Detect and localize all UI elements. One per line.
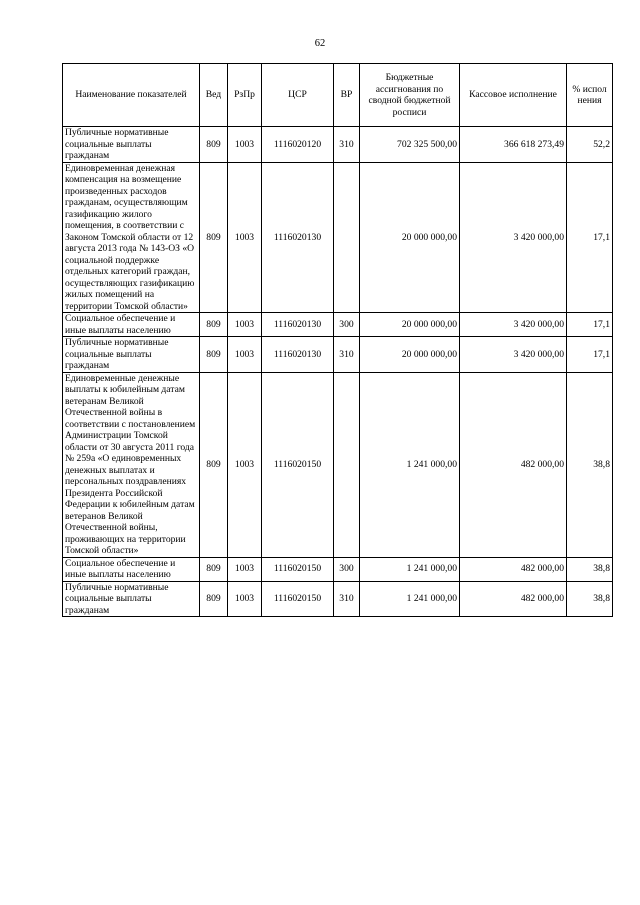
budget-allocation-cell: 20 000 000,00 [360,337,460,373]
header-indicator-name: Наименование показателей [63,64,200,127]
cash-execution-cell: 3 420 000,00 [460,313,567,337]
rzpr-cell: 1003 [228,372,262,557]
ved-cell: 809 [200,372,228,557]
table-body [63,127,613,617]
page-number: 62 [314,38,326,49]
table-row [63,162,613,313]
header-vr: ВР [334,64,360,127]
header-csr: ЦСР [262,64,334,127]
cash-execution-cell: 3 420 000,00 [460,337,567,373]
csr-cell: 1116020150 [262,581,334,617]
ved-cell: 809 [200,337,228,373]
vr-cell: 310 [334,337,360,373]
indicator-name-cell: Единовременные денежные выплаты к юбилейным датам ветеранам Великой Отечественной войны в соответствии с постановлением Администрации Томской области от 30 августа 2011 года № 259а «О единовременных денежных выплатах и персональных поздравлениях Президента Российской Федерации к юбилейным датам ветеранов Великой Отечественной войны, проживающих на территории Томской области» [63,372,200,557]
csr-cell: 1116020150 [262,557,334,581]
rzpr-cell: 1003 [228,581,262,617]
header-rzpr: РзПр [228,64,262,127]
indicator-name-cell: Публичные нормативные социальные выплаты гражданам [63,127,200,163]
ved-cell: 809 [200,313,228,337]
cash-execution-cell: 3 420 000,00 [460,162,567,313]
csr-cell: 1116020150 [262,372,334,557]
budget-allocation-cell: 1 241 000,00 [360,557,460,581]
budget-allocation-cell: 20 000 000,00 [360,313,460,337]
budget-allocation-cell: 702 325 500,00 [360,127,460,163]
vr-cell [334,372,360,557]
rzpr-cell: 1003 [228,557,262,581]
execution-percent-cell: 17,1 [567,313,613,337]
vr-cell [334,162,360,313]
execution-percent-cell: 38,8 [567,581,613,617]
indicator-name-cell: Публичные нормативные социальные выплаты гражданам [63,337,200,373]
vr-cell: 310 [334,127,360,163]
ved-cell: 809 [200,557,228,581]
table-row [63,127,613,163]
table-row [63,557,613,581]
header-ved: Вед [200,64,228,127]
budget-allocation-cell: 1 241 000,00 [360,581,460,617]
header-cash-execution: Кассовое исполнение [460,64,567,127]
rzpr-cell: 1003 [228,162,262,313]
indicator-name-cell: Социальное обеспечение и иные выплаты населению [63,313,200,337]
table-row [63,337,613,373]
rzpr-cell: 1003 [228,337,262,373]
csr-cell: 1116020130 [262,313,334,337]
budget-allocation-cell: 1 241 000,00 [360,372,460,557]
cash-execution-cell: 482 000,00 [460,557,567,581]
ved-cell: 809 [200,581,228,617]
csr-cell: 1116020130 [262,162,334,313]
budget-allocation-cell: 20 000 000,00 [360,162,460,313]
csr-cell: 1116020120 [262,127,334,163]
rzpr-cell: 1003 [228,313,262,337]
table-row [63,313,613,337]
cash-execution-cell: 482 000,00 [460,581,567,617]
table-row [63,372,613,557]
rzpr-cell: 1003 [228,127,262,163]
cash-execution-cell: 482 000,00 [460,372,567,557]
indicator-name-cell: Публичные нормативные социальные выплаты гражданам [63,581,200,617]
vr-cell: 300 [334,313,360,337]
execution-percent-cell: 17,1 [567,162,613,313]
ved-cell: 809 [200,162,228,313]
table-row [63,581,613,617]
header-execution-percent: % испол нения [567,64,613,127]
vr-cell: 300 [334,557,360,581]
header-budget-allocations: Бюджетные ассигнования по сводной бюджетной росписи [360,64,460,127]
execution-percent-cell: 52,2 [567,127,613,163]
execution-percent-cell: 38,8 [567,372,613,557]
indicator-name-cell: Социальное обеспечение и иные выплаты населению [63,557,200,581]
execution-percent-cell: 17,1 [567,337,613,373]
csr-cell: 1116020130 [262,337,334,373]
budget-execution-table [62,63,613,617]
cash-execution-cell: 366 618 273,49 [460,127,567,163]
ved-cell: 809 [200,127,228,163]
table-header-row [63,64,613,127]
vr-cell: 310 [334,581,360,617]
execution-percent-cell: 38,8 [567,557,613,581]
indicator-name-cell: Единовременная денежная компенсация на возмещение произведенных расходов гражданам, осуществляющим газификацию жилого помещения, в соответствии с Законом Томской области от 12 августа 2013 года № 143-ОЗ «О социальной поддержке отдельных категорий граждан, осуществляющих газификацию жилых помещений на территории Томской области» [63,162,200,313]
